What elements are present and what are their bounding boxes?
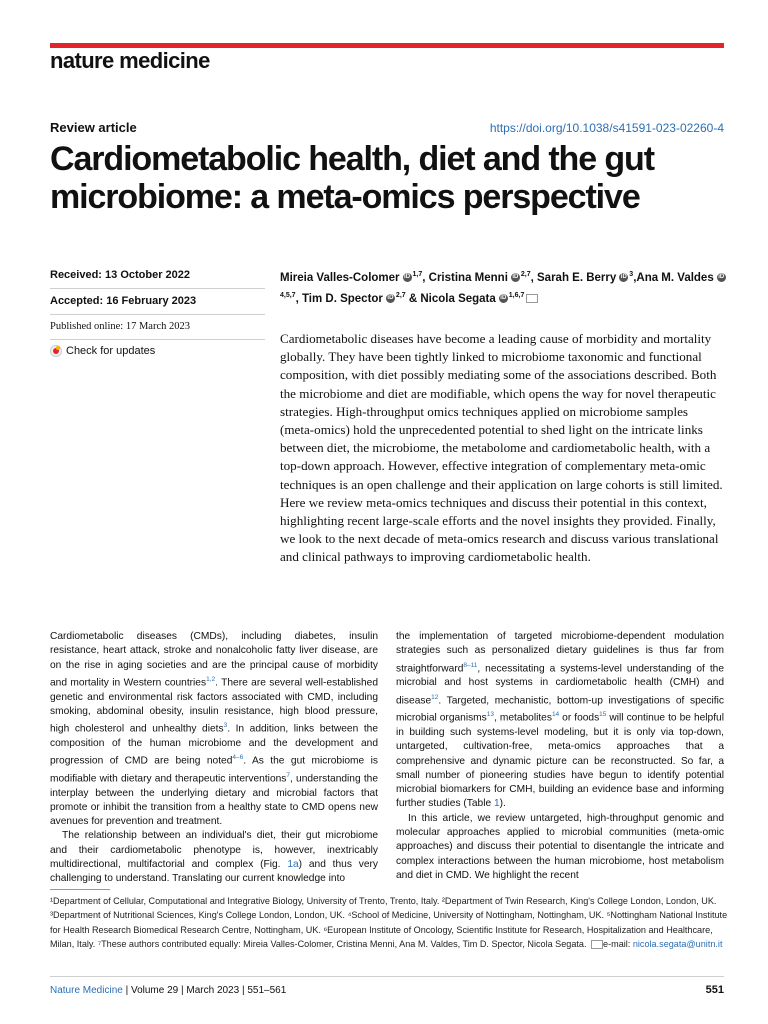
citation-link[interactable]: 1,2 [206, 675, 216, 683]
article-title: Cardiometabolic health, diet and the gut microbiome: a meta-omics perspective [50, 140, 654, 216]
check-for-updates-label: Check for updates [66, 345, 156, 357]
citation-link[interactable]: 3 [223, 722, 228, 730]
page-number: 551 [705, 984, 724, 996]
footer-journal-link[interactable]: Nature Medicine [50, 985, 123, 996]
envelope-icon [591, 940, 603, 949]
author-name: Mireia Valles-Colomer [280, 271, 400, 284]
author[interactable] [302, 293, 420, 305]
page-footer [50, 985, 286, 996]
author-name: Ana M. Valdes [636, 271, 714, 284]
affiliation-marker: 2,7 [520, 271, 531, 278]
envelope-icon[interactable] [526, 294, 538, 303]
footer-citation: | Volume 29 | March 2023 | 551–561 [122, 985, 287, 996]
author-separator: , [530, 271, 538, 284]
email-link[interactable]: nicola.segata@unitn.it [632, 938, 723, 949]
affiliation-marker: 3 [629, 271, 634, 278]
crossmark-icon [50, 345, 62, 357]
footer-divider [50, 976, 724, 977]
author[interactable] [280, 272, 429, 284]
author-separator: , [633, 271, 637, 284]
author[interactable] [429, 272, 537, 284]
author-name: Cristina Menni [428, 271, 508, 284]
divider [50, 314, 265, 315]
author-separator: , [422, 271, 429, 284]
check-for-updates-button[interactable] [50, 345, 155, 357]
published-date: Published online: 17 March 2023 [50, 321, 190, 332]
citation-link[interactable]: 7 [286, 771, 290, 779]
author-separator: & [405, 292, 421, 305]
received-date: Received: 13 October 2022 [50, 269, 191, 281]
body-paragraph: The relationship between an individual's diet, their gut microbiome and their cardiometabolic phenotype is, however, inextricably multidirectional, multifactorial and complex (Fig. 1a) and thus very challenging to understand. Translating our current knowledge into [50, 830, 378, 885]
citation-link[interactable]: 13 [486, 711, 494, 719]
author-list [280, 266, 730, 308]
orcid-icon[interactable]: iD [620, 274, 627, 281]
orcid-icon[interactable]: iD [404, 274, 411, 281]
affiliation-marker: 4,5,7 [280, 291, 296, 299]
table-link[interactable]: 1 [493, 798, 500, 810]
divider [50, 339, 265, 340]
article-type: Review article [50, 120, 137, 135]
body-column-left [50, 630, 378, 887]
body-column-right [396, 630, 724, 883]
citation-link[interactable]: 14 [551, 711, 560, 719]
figure-link[interactable]: 1a [287, 859, 299, 871]
author-name: Tim D. Spector [301, 292, 383, 305]
orcid-icon[interactable]: iD [500, 295, 507, 302]
citation-link[interactable]: 8–11 [463, 661, 478, 669]
affiliations-footnote: ¹Department of Cellular, Computational and Integrative Biology, University of Trento, Trento, Italy. ²Department of Twin Research, King's College London, London, UK. ³Department of Nutritional Sciences, King's College London, London, UK. ⁴School of Medicine, University of Nottingham, Nottingham, UK. ⁵Nottingham National Institute for Health Research Biomedical Research Centre, Nottingham, UK. ⁶European Institute of Oncology, Scientific Institute for Research, Hospitalization and Healthcare, Milan, Italy. ⁷These authors contributed equally: Mireia Valles-Colomer, Cristina Menni, Ana M. Valdes, Tim D. Spector, Nicola Segata. e-mail: nicola.segata@unitn.it [50, 896, 728, 949]
citation-link[interactable]: 4–6 [232, 754, 244, 762]
body-paragraph: the implementation of targeted microbiome-dependent modulation strategies such as personalized dietary guidelines is thus far from straightforward$^{8-11}$, necessitating a systems-level understanding of the microbial and host systems in cardiometabolic health (CMH) and disease$^{12}$. Targeted, mechanistic, bottom-up investigations of specific microbial organisms$^{13}$, metabolites$^{14}$ or foods$^{15}$ will continue to be helpful in building such systems-level modeling, but it is only via top-down, untargeted, cultivation-free, meta-omics approaches that a comprehensive and dynamic picture can be reconstructed. So far, a small number of pioneering studies have begun to identify potential microbial biomarkers for CMH, building an evidence base and informing further studies (Table 1). [396, 631, 724, 810]
orcid-icon[interactable]: iD [718, 274, 725, 281]
affiliation-marker: 1,6,7 [508, 291, 525, 299]
orcid-icon[interactable]: iD [387, 295, 394, 302]
affiliation-marker: 1,7 [412, 271, 423, 278]
body-paragraph: In this article, we review untargeted, high-throughput genomic and molecular approaches applied to microbial communities (meta-omic approaches) and discuss their potential to disentangle the intricate and complex interactions between the human microbiome, host metabolism and diet in CMD. We highlight the recent [396, 812, 724, 881]
doi-link[interactable]: https://doi.org/10.1038/s41591-023-02260-4 [489, 121, 724, 135]
abstract: Cardiometabolic diseases have become a leading cause of morbidity and mortality globally. They have been tightly linked to microbiome taxonomic and functional composition, with diet possibly mediating some of the associations described. Both the microbiome and diet are modifiable, which opens the way for novel therapeutic strategies. High-throughput omics techniques applied on microbiome samples (meta-omics) hold the unprecedented potential to shed light on the intricate links between diet, the microbiome, the metabolome and cardiometabolic health, with a top-down approach. However, effective integration of complementary meta-omic techniques is an open challenge and their application on large cohorts is still limited. Here we review meta-omics techniques and discuss their potential in this context, highlighting recent large-scale efforts and the novel insights they provided. Finally, we look to the next decade of meta-omics research and discuss various translational and clinical pathways to improving cardiometabolic health. [280, 331, 723, 565]
affiliation-marker: 2,7 [395, 291, 406, 299]
author[interactable] [420, 293, 524, 305]
author-name: Nicola Segata [420, 292, 496, 305]
divider [50, 288, 265, 289]
accepted-date: Accepted: 16 February 2023 [50, 295, 197, 307]
citation-link[interactable]: 12 [431, 693, 439, 701]
orcid-icon[interactable]: iD [512, 274, 519, 281]
author-name: Sarah E. Berry [537, 271, 617, 284]
author[interactable] [537, 272, 636, 284]
author-separator: , [295, 292, 302, 305]
footnote-divider [50, 889, 110, 890]
body-paragraph: Cardiometabolic diseases (CMDs), including diabetes, insulin resistance, heart attack, stroke and nonalcoholic fatty liver disease, are on the rise in aging societies and are the principal cause of morbidity and mortality in Western countries$^{1,2}$. There are several well-established genetic and environmental risk factors associated with CMD, including smoking, abdominal obesity, insulin resistance, high blood pressure, high cholesterol and unhealthy diets$^3$. In addition, links between the composition of the human microbiome and the development and progression of CMD are being noted$^{4-6}$. As the gut microbiome is modifiable with dietary and therapeutic interventions$^7$, understanding the interplay between the underlying dietary and microbial factors that promote or inhibit the transition from a healthy state to CMD opens new avenues for prevention and treatment. [50, 631, 378, 828]
citation-link[interactable]: 15 [599, 711, 607, 719]
journal-name: nature medicine [50, 48, 210, 73]
